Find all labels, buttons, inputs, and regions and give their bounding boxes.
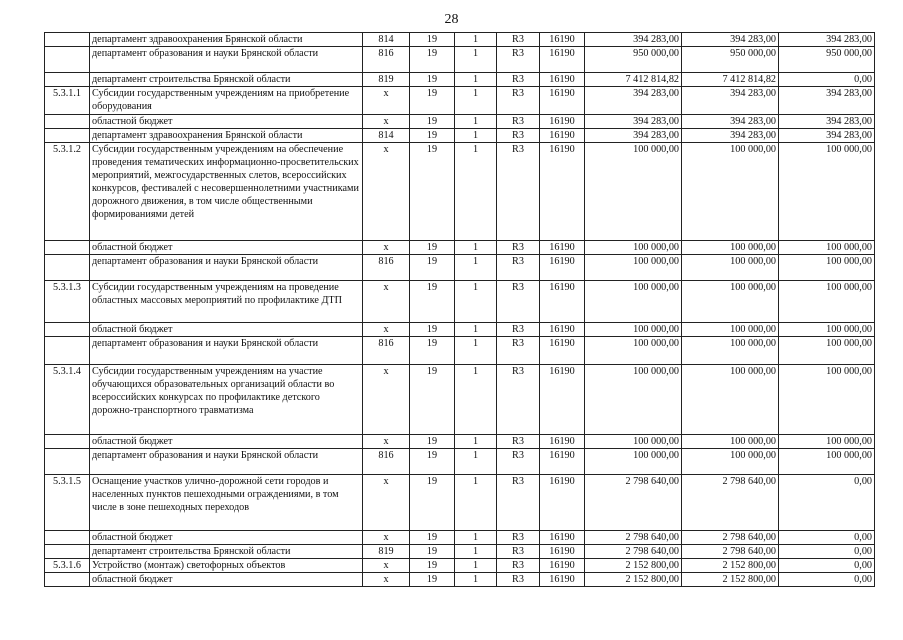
row-amount-year1: 100 000,00 [585, 255, 682, 281]
row-program-code: 19 [410, 365, 455, 435]
row-program-code: 19 [410, 559, 455, 573]
row-direction-code: 16190 [540, 115, 585, 129]
row-admin-code: х [363, 241, 410, 255]
row-program-code: 19 [410, 115, 455, 129]
row-admin-code: х [363, 281, 410, 323]
row-amount-year1: 950 000,00 [585, 47, 682, 73]
row-admin-code: 816 [363, 47, 410, 73]
row-code: 5.3.1.4 [45, 365, 90, 435]
table-row [45, 115, 875, 129]
row-code: 5.3.1.3 [45, 281, 90, 323]
row-event-code: R3 [497, 143, 540, 241]
row-subprogram-code: 1 [455, 115, 497, 129]
row-amount-year3: 100 000,00 [779, 337, 875, 365]
row-direction-code: 16190 [540, 73, 585, 87]
row-subprogram-code: 1 [455, 129, 497, 143]
row-program-code: 19 [410, 241, 455, 255]
row-amount-year1: 100 000,00 [585, 143, 682, 241]
row-admin-code: х [363, 475, 410, 531]
table-row [45, 559, 875, 573]
row-name: департамент образования и науки Брянской области [90, 255, 363, 281]
row-amount-year2: 100 000,00 [682, 281, 779, 323]
row-program-code: 19 [410, 87, 455, 115]
row-program-code: 19 [410, 337, 455, 365]
row-amount-year3: 0,00 [779, 531, 875, 545]
table-row [45, 573, 875, 587]
table-row [45, 73, 875, 87]
row-program-code: 19 [410, 323, 455, 337]
row-amount-year3: 950 000,00 [779, 47, 875, 73]
row-amount-year1: 394 283,00 [585, 129, 682, 143]
row-subprogram-code: 1 [455, 33, 497, 47]
table-row [45, 241, 875, 255]
row-amount-year2: 2 152 800,00 [682, 559, 779, 573]
row-amount-year2: 100 000,00 [682, 449, 779, 475]
row-direction-code: 16190 [540, 87, 585, 115]
row-amount-year2: 2 798 640,00 [682, 475, 779, 531]
row-amount-year1: 100 000,00 [585, 449, 682, 475]
row-direction-code: 16190 [540, 449, 585, 475]
row-direction-code: 16190 [540, 323, 585, 337]
row-admin-code: 819 [363, 545, 410, 559]
table-row [45, 531, 875, 545]
row-direction-code: 16190 [540, 47, 585, 73]
row-amount-year1: 394 283,00 [585, 87, 682, 115]
row-subprogram-code: 1 [455, 573, 497, 587]
row-event-code: R3 [497, 323, 540, 337]
row-amount-year3: 100 000,00 [779, 435, 875, 449]
row-amount-year1: 394 283,00 [585, 33, 682, 47]
row-admin-code: 816 [363, 449, 410, 475]
row-name: департамент строительства Брянской области [90, 545, 363, 559]
row-amount-year2: 100 000,00 [682, 255, 779, 281]
row-code [45, 255, 90, 281]
row-event-code: R3 [497, 449, 540, 475]
table-row [45, 87, 875, 115]
table-row [45, 143, 875, 241]
row-event-code: R3 [497, 531, 540, 545]
row-event-code: R3 [497, 337, 540, 365]
row-direction-code: 16190 [540, 365, 585, 435]
row-amount-year1: 100 000,00 [585, 337, 682, 365]
row-event-code: R3 [497, 241, 540, 255]
row-program-code: 19 [410, 47, 455, 73]
row-amount-year3: 100 000,00 [779, 449, 875, 475]
row-program-code: 19 [410, 73, 455, 87]
row-event-code: R3 [497, 281, 540, 323]
row-code: 5.3.1.1 [45, 87, 90, 115]
row-amount-year3: 100 000,00 [779, 365, 875, 435]
row-amount-year1: 100 000,00 [585, 281, 682, 323]
row-direction-code: 16190 [540, 435, 585, 449]
row-amount-year3: 0,00 [779, 545, 875, 559]
row-direction-code: 16190 [540, 337, 585, 365]
row-event-code: R3 [497, 475, 540, 531]
row-program-code: 19 [410, 255, 455, 281]
row-subprogram-code: 1 [455, 241, 497, 255]
row-admin-code: х [363, 573, 410, 587]
row-admin-code: 814 [363, 129, 410, 143]
row-event-code: R3 [497, 545, 540, 559]
row-direction-code: 16190 [540, 143, 585, 241]
table-row [45, 33, 875, 47]
row-admin-code: 814 [363, 33, 410, 47]
row-amount-year1: 100 000,00 [585, 435, 682, 449]
row-amount-year2: 394 283,00 [682, 87, 779, 115]
row-event-code: R3 [497, 87, 540, 115]
row-direction-code: 16190 [540, 281, 585, 323]
table-row [45, 435, 875, 449]
table-row [45, 449, 875, 475]
row-event-code: R3 [497, 115, 540, 129]
row-event-code: R3 [497, 73, 540, 87]
row-code [45, 323, 90, 337]
row-name: Субсидии государственным учреждениям на обеспечение проведения тематических информационно-просветительских мероприятий, межгосударственных слетов, всероссийских конкурсов, фестивалей с несовершеннолетними участниками дорожного движения, в том числе общественными формированиями детей [90, 143, 363, 241]
row-amount-year3: 100 000,00 [779, 241, 875, 255]
row-amount-year3: 394 283,00 [779, 87, 875, 115]
row-event-code: R3 [497, 559, 540, 573]
row-event-code: R3 [497, 129, 540, 143]
row-amount-year1: 7 412 814,82 [585, 73, 682, 87]
row-name: областной бюджет [90, 435, 363, 449]
page-number: 28 [444, 12, 459, 27]
row-amount-year1: 2 798 640,00 [585, 531, 682, 545]
row-amount-year3: 394 283,00 [779, 129, 875, 143]
row-amount-year1: 2 152 800,00 [585, 573, 682, 587]
row-name: департамент образования и науки Брянской области [90, 449, 363, 475]
row-amount-year1: 2 798 640,00 [585, 545, 682, 559]
row-code [45, 73, 90, 87]
row-name: Субсидии государственным учреждениям на участие обучающихся образовательных организаций области во всероссийских конкурсах по профилактике детского дорожно-транспортного травматизма [90, 365, 363, 435]
row-direction-code: 16190 [540, 33, 585, 47]
row-name: областной бюджет [90, 573, 363, 587]
row-amount-year3: 100 000,00 [779, 281, 875, 323]
row-direction-code: 16190 [540, 475, 585, 531]
row-program-code: 19 [410, 143, 455, 241]
row-amount-year2: 2 798 640,00 [682, 531, 779, 545]
row-subprogram-code: 1 [455, 143, 497, 241]
row-admin-code: х [363, 323, 410, 337]
row-amount-year1: 394 283,00 [585, 115, 682, 129]
row-amount-year3: 100 000,00 [779, 143, 875, 241]
row-code [45, 115, 90, 129]
budget-table [44, 32, 875, 587]
row-subprogram-code: 1 [455, 47, 497, 73]
row-event-code: R3 [497, 573, 540, 587]
row-amount-year2: 100 000,00 [682, 337, 779, 365]
row-event-code: R3 [497, 255, 540, 281]
row-amount-year2: 100 000,00 [682, 241, 779, 255]
row-admin-code: х [363, 365, 410, 435]
row-event-code: R3 [497, 33, 540, 47]
row-subprogram-code: 1 [455, 435, 497, 449]
row-subprogram-code: 1 [455, 559, 497, 573]
row-program-code: 19 [410, 449, 455, 475]
row-program-code: 19 [410, 281, 455, 323]
row-admin-code: х [363, 435, 410, 449]
row-name: Субсидии государственным учреждениям на приобретение оборудования [90, 87, 363, 115]
row-event-code: R3 [497, 365, 540, 435]
row-amount-year3: 100 000,00 [779, 255, 875, 281]
row-amount-year2: 100 000,00 [682, 435, 779, 449]
row-amount-year2: 394 283,00 [682, 129, 779, 143]
table-row [45, 47, 875, 73]
row-direction-code: 16190 [540, 241, 585, 255]
row-direction-code: 16190 [540, 129, 585, 143]
row-admin-code: х [363, 87, 410, 115]
row-code: 5.3.1.2 [45, 143, 90, 241]
row-amount-year2: 394 283,00 [682, 115, 779, 129]
row-amount-year3: 394 283,00 [779, 33, 875, 47]
row-program-code: 19 [410, 475, 455, 531]
row-code [45, 435, 90, 449]
row-event-code: R3 [497, 47, 540, 73]
row-subprogram-code: 1 [455, 475, 497, 531]
row-admin-code: х [363, 143, 410, 241]
row-subprogram-code: 1 [455, 337, 497, 365]
row-amount-year3: 0,00 [779, 573, 875, 587]
row-amount-year3: 394 283,00 [779, 115, 875, 129]
table-row [45, 281, 875, 323]
row-name: областной бюджет [90, 531, 363, 545]
row-amount-year3: 100 000,00 [779, 323, 875, 337]
row-amount-year3: 0,00 [779, 73, 875, 87]
row-code [45, 531, 90, 545]
row-program-code: 19 [410, 129, 455, 143]
table-row [45, 129, 875, 143]
row-amount-year1: 2 798 640,00 [585, 475, 682, 531]
table-row [45, 365, 875, 435]
row-admin-code: 816 [363, 337, 410, 365]
row-code [45, 573, 90, 587]
row-direction-code: 16190 [540, 559, 585, 573]
row-name: Субсидии государственным учреждениям на проведение областных массовых мероприятий по профилактике ДТП [90, 281, 363, 323]
table-row [45, 475, 875, 531]
row-program-code: 19 [410, 531, 455, 545]
row-amount-year1: 100 000,00 [585, 323, 682, 337]
row-code [45, 33, 90, 47]
row-subprogram-code: 1 [455, 545, 497, 559]
row-code [45, 337, 90, 365]
row-program-code: 19 [410, 435, 455, 449]
row-code [45, 129, 90, 143]
row-name: Оснащение участков улично-дорожной сети городов и населенных пунктов пешеходными ограждениями, в том числе в зоне пешеходных переходов [90, 475, 363, 531]
row-code [45, 47, 90, 73]
row-subprogram-code: 1 [455, 323, 497, 337]
row-name: департамент здравоохранения Брянской области [90, 33, 363, 47]
row-code: 5.3.1.6 [45, 559, 90, 573]
row-admin-code: х [363, 559, 410, 573]
table-row [45, 337, 875, 365]
row-direction-code: 16190 [540, 255, 585, 281]
row-subprogram-code: 1 [455, 449, 497, 475]
row-amount-year2: 394 283,00 [682, 33, 779, 47]
row-subprogram-code: 1 [455, 73, 497, 87]
table-row [45, 255, 875, 281]
row-program-code: 19 [410, 573, 455, 587]
row-name: департамент образования и науки Брянской области [90, 337, 363, 365]
table-row [45, 323, 875, 337]
row-amount-year2: 100 000,00 [682, 143, 779, 241]
row-amount-year2: 7 412 814,82 [682, 73, 779, 87]
row-amount-year2: 100 000,00 [682, 323, 779, 337]
row-amount-year2: 2 152 800,00 [682, 573, 779, 587]
row-program-code: 19 [410, 545, 455, 559]
row-code [45, 545, 90, 559]
row-direction-code: 16190 [540, 545, 585, 559]
row-program-code: 19 [410, 33, 455, 47]
row-amount-year1: 100 000,00 [585, 365, 682, 435]
row-amount-year2: 100 000,00 [682, 365, 779, 435]
row-code: 5.3.1.5 [45, 475, 90, 531]
table-row [45, 545, 875, 559]
row-name: департамент образования и науки Брянской области [90, 47, 363, 73]
row-name: департамент здравоохранения Брянской области [90, 129, 363, 143]
row-amount-year2: 2 798 640,00 [682, 545, 779, 559]
row-amount-year1: 2 152 800,00 [585, 559, 682, 573]
row-name: областной бюджет [90, 241, 363, 255]
row-amount-year1: 100 000,00 [585, 241, 682, 255]
row-subprogram-code: 1 [455, 365, 497, 435]
row-admin-code: х [363, 531, 410, 545]
row-subprogram-code: 1 [455, 531, 497, 545]
row-amount-year2: 950 000,00 [682, 47, 779, 73]
row-admin-code: х [363, 115, 410, 129]
row-amount-year3: 0,00 [779, 475, 875, 531]
row-direction-code: 16190 [540, 573, 585, 587]
row-name: департамент строительства Брянской области [90, 73, 363, 87]
row-subprogram-code: 1 [455, 255, 497, 281]
row-event-code: R3 [497, 435, 540, 449]
row-name: областной бюджет [90, 115, 363, 129]
row-name: областной бюджет [90, 323, 363, 337]
row-admin-code: 816 [363, 255, 410, 281]
row-code [45, 449, 90, 475]
row-amount-year3: 0,00 [779, 559, 875, 573]
row-subprogram-code: 1 [455, 87, 497, 115]
row-subprogram-code: 1 [455, 281, 497, 323]
row-code [45, 241, 90, 255]
row-admin-code: 819 [363, 73, 410, 87]
row-direction-code: 16190 [540, 531, 585, 545]
row-name: Устройство (монтаж) светофорных объектов [90, 559, 363, 573]
